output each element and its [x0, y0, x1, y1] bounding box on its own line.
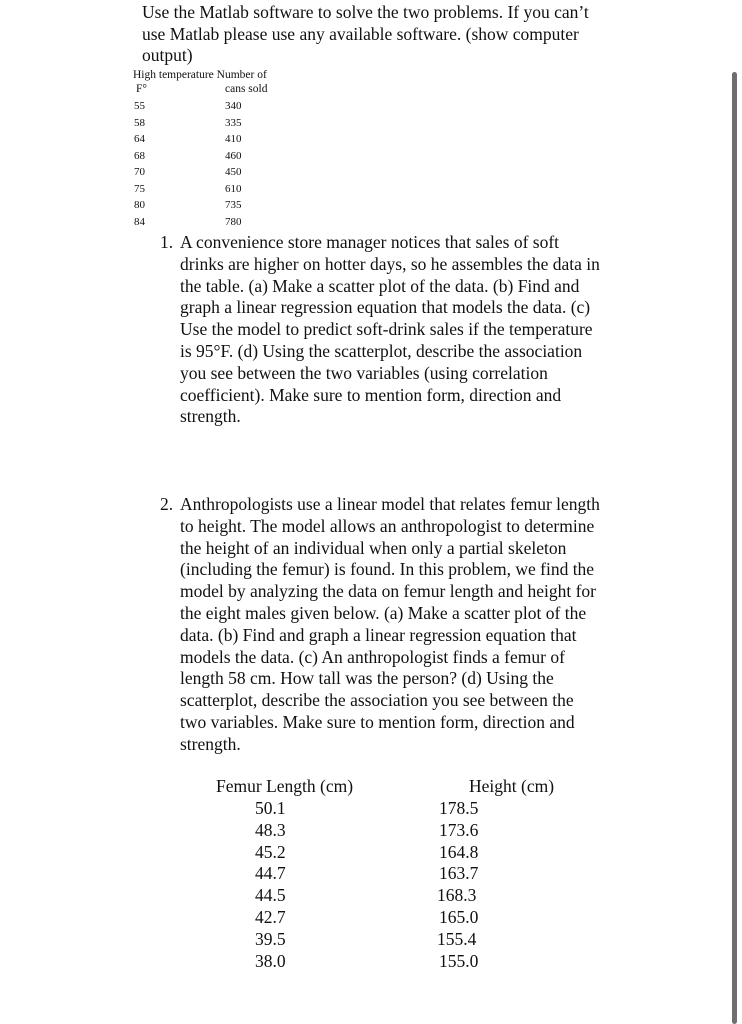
table-row: [216, 951, 596, 973]
problem-2-line: the eight males given below. (a) Make a scatter plot of the: [180, 602, 587, 623]
height-cell: 168.3: [437, 885, 477, 906]
femur-cell: 42.7: [255, 906, 286, 927]
cans-cell: 610: [225, 182, 242, 195]
cans-cell: 450: [225, 166, 242, 178]
temperature-cell: 84: [134, 215, 145, 228]
femur-table: [216, 776, 596, 972]
problem-2-line: scatterplot, describe the association you see between the: [180, 690, 574, 711]
problem-2-line: Anthropologists use a linear model that relates femur length: [180, 494, 600, 514]
problem-1-line: A convenience store manager notices that sales of soft: [180, 232, 560, 252]
problem-2-line: two variables. Make sure to mention form, direction and: [180, 711, 575, 732]
table-row: [134, 148, 274, 165]
table-row: [216, 842, 596, 864]
temperature-cell: 55: [134, 100, 145, 112]
problem-2: [160, 494, 640, 756]
problem-1-number: 1.: [160, 232, 174, 252]
temperature-cell: 58: [134, 116, 145, 129]
sales-table-header-cans: cans sold: [225, 83, 268, 95]
temperature-cell: 64: [134, 133, 145, 145]
table-row: [134, 164, 274, 181]
cans-cell: 335: [225, 116, 242, 129]
instructions-line: Use the Matlab software to solve the two problems. If you can’t: [142, 2, 589, 22]
problem-1-line: graph a linear regression equation that models the data. (c): [180, 297, 591, 318]
temperature-cell: 75: [134, 182, 145, 195]
problem-2-number: 2.: [160, 494, 174, 514]
temperature-cell: 68: [134, 149, 145, 162]
cans-cell: 735: [225, 199, 242, 211]
cans-cell: 410: [225, 133, 242, 145]
problem-1: [160, 232, 640, 428]
table-row: [216, 798, 596, 820]
table-row: [216, 885, 596, 907]
table-row: [216, 907, 596, 929]
femur-cell: 48.3: [255, 819, 286, 840]
problem-2-line: models the data. (c) An anthropologist finds a femur of: [180, 646, 565, 667]
sales-table: [134, 98, 274, 230]
table-row: [134, 131, 274, 148]
table-row: [134, 197, 274, 214]
scrollbar[interactable]: [732, 72, 737, 1024]
problem-1-line: Use the model to predict soft-drink sales if the temperature: [180, 319, 593, 340]
height-cell: 155.0: [439, 950, 479, 971]
height-cell: 155.4: [437, 928, 477, 949]
problem-2-line: (including the femur) is found. In this problem, we find the: [180, 559, 595, 580]
problem-1-line: strength.: [180, 406, 241, 427]
temperature-cell: 80: [134, 199, 145, 211]
problem-2-text: [180, 494, 640, 756]
cans-cell: 780: [225, 215, 242, 228]
table-row: [134, 214, 274, 231]
height-header: Height (cm): [469, 776, 555, 796]
table-row: [134, 98, 274, 115]
cans-cell: 340: [225, 100, 242, 112]
problem-2-line: model by analyzing the data on femur length and height for: [180, 581, 596, 602]
instructions-line: output): [142, 45, 193, 65]
femur-cell: 38.0: [255, 950, 286, 971]
problem-1-line: the table. (a) Make a scatter plot of the data. (b) Find and: [180, 275, 580, 296]
problem-2-line: length 58 cm. How tall was the person? (d) Using the: [180, 668, 554, 689]
problem-2-line: the height of an individual when only a partial skeleton: [180, 537, 567, 558]
height-cell: 173.6: [439, 819, 479, 840]
instructions-line: use Matlab please use any available software. (show computer: [142, 23, 579, 44]
table-row: [216, 820, 596, 842]
problem-1-line: you see between the two variables (using correlation: [180, 362, 548, 383]
problem-2-line: data. (b) Find and graph a linear regression equation that: [180, 624, 577, 645]
problem-1-text: [180, 232, 640, 428]
femur-cell: 45.2: [255, 841, 286, 862]
femur-length-header: Femur Length (cm): [216, 776, 354, 796]
table-row: [216, 863, 596, 885]
height-cell: 178.5: [439, 798, 479, 818]
table-row: [134, 115, 274, 132]
problem-2-line: to height. The model allows an anthropologist to determine: [180, 515, 595, 536]
problem-1-line: coefficient). Make sure to mention form, direction and: [180, 384, 562, 405]
table-row: [216, 929, 596, 951]
femur-cell: 44.7: [255, 863, 286, 884]
cans-cell: 460: [225, 149, 242, 162]
height-cell: 165.0: [439, 906, 479, 927]
height-cell: 164.8: [439, 841, 479, 862]
femur-cell: 39.5: [255, 928, 286, 949]
sales-table-header-line1: High temperature Number of: [133, 69, 267, 81]
problem-1-line: drinks are higher on hotter days, so he assembles the data in: [180, 253, 600, 274]
femur-cell: 44.5: [255, 885, 286, 906]
problem-2-line: strength.: [180, 733, 241, 754]
temperature-cell: 70: [134, 166, 145, 178]
problem-1-line: is 95°F. (d) Using the scatterplot, describe the association: [180, 340, 583, 361]
height-cell: 163.7: [439, 863, 479, 884]
femur-table-header: [216, 776, 596, 798]
instructions: [142, 2, 632, 67]
sales-table-header: [133, 68, 313, 96]
table-row: [134, 181, 274, 198]
femur-cell: 50.1: [255, 798, 286, 818]
sales-table-header-unit: F°: [136, 83, 147, 95]
